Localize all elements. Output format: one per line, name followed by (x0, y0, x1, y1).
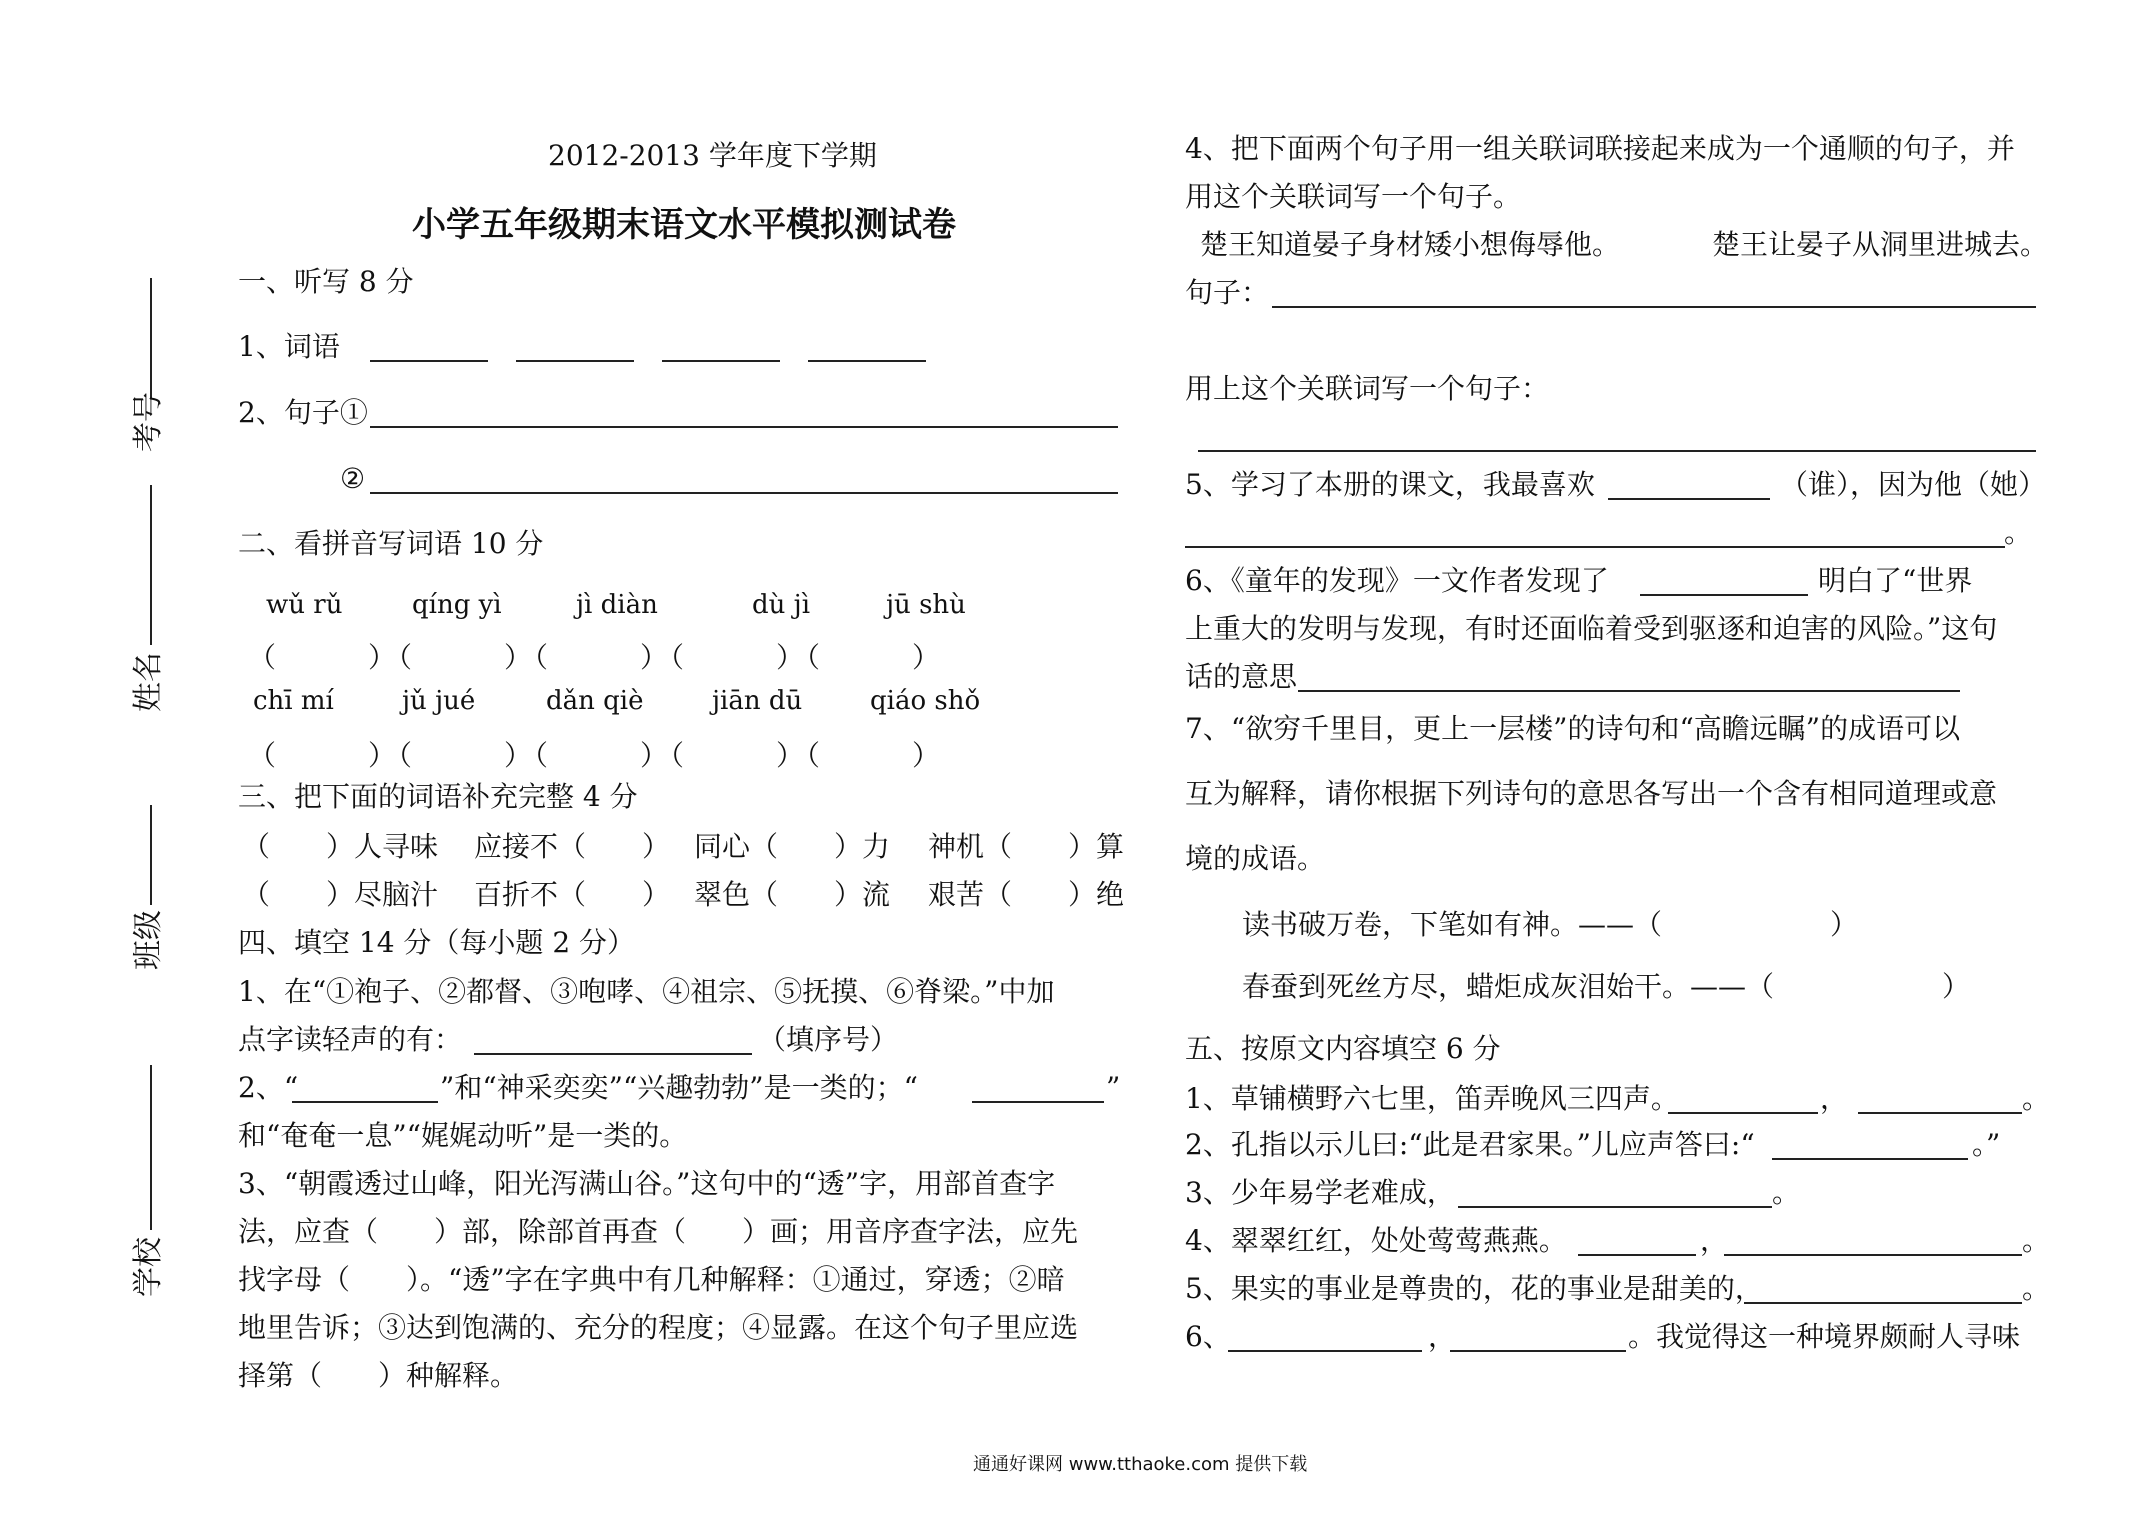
s5-q5-period: 。 (2022, 1272, 2051, 1305)
r4-use-blank[interactable] (1198, 450, 2036, 452)
r6-line1-post: 明白了“世界 (1818, 564, 1973, 597)
s5-q3: 3、少年易学老难成， (1185, 1176, 1455, 1209)
s5-q6-blank-2[interactable] (1450, 1350, 1626, 1352)
idiom-1-4[interactable]: 神机（ ）算 (928, 830, 1125, 863)
s5-q1-comma: ， (1820, 1082, 1849, 1115)
r6-line2: 上重大的发明与发现，有时还面临着受到驱逐和迫害的风险。”这句 (1185, 612, 1998, 645)
s5-q1-blank-2[interactable] (1858, 1112, 2022, 1114)
s5-q6-comma: ， (1428, 1320, 1457, 1353)
school-label: 学校 (131, 1237, 166, 1297)
s1-word-blank-4[interactable] (808, 360, 926, 362)
pinyin-1-5: jū shù (886, 590, 966, 620)
s1-sentence-label-2: ② (340, 462, 366, 495)
s4-q1-blank[interactable] (474, 1053, 752, 1055)
s4-q2-blank-1[interactable] (292, 1101, 438, 1103)
s4-q1-fill-hint: （填序号） (758, 1023, 899, 1056)
s1-word-blank-2[interactable] (516, 360, 634, 362)
r5-end: 。 (2004, 516, 2033, 549)
r6-meaning-blank[interactable] (1298, 690, 1960, 692)
r5-post: （谁），因为他（她） (1780, 468, 2047, 501)
s5-q2-end: 。” (1972, 1128, 2001, 1161)
s5-q3-blank[interactable] (1458, 1206, 1772, 1208)
r7-poem-2[interactable]: 春蚕到死丝方尽，蜡炬成灰泪始干。——（ ） (1242, 970, 1971, 1003)
exam-title: 小学五年级期末语文水平模拟测试卷 (412, 205, 956, 245)
pinyin-2-1: chī mí (253, 686, 334, 716)
s5-q2: 2、孔指以示儿曰:“此是君家果。”儿应声答曰:“ (1185, 1128, 1755, 1161)
s4-q2-blank-2[interactable] (972, 1101, 1104, 1103)
s5-q4: 4、翠翠红红，处处莺莺燕燕。 (1185, 1224, 1567, 1257)
r7-poem-1[interactable]: 读书破万卷，下笔如有神。——（ ） (1242, 908, 1859, 941)
s4-q1-line2: 点字读轻声的有： (238, 1023, 463, 1056)
r4-sentence-blank[interactable] (1272, 306, 2036, 308)
r7-line2: 互为解释，请你根据下列诗句的意思各写出一个含有相同道理或意 (1185, 777, 1998, 810)
s1-sentence-blank-1[interactable] (370, 426, 1118, 428)
s4-q2-line2: 和“奄奄一息”“娓娓动听”是一类的。 (238, 1119, 688, 1152)
s4-q2-start: 2、“ (238, 1071, 299, 1104)
s5-q1: 1、草铺横野六七里，笛弄晚风三四声。 (1185, 1082, 1679, 1115)
term-heading: 2012-2013 学年度下学期 (548, 139, 877, 172)
idiom-2-2[interactable]: 百折不（ ） (474, 878, 671, 911)
r5-reason-blank[interactable] (1185, 546, 2005, 548)
name-line (150, 485, 152, 645)
footer-credit: 通通好课网 www.tthaoke.com 提供下载 (973, 1454, 1308, 1475)
r4-line1: 4、把下面两个句子用一组关联词联接起来成为一个通顺的句子，并 (1185, 132, 2015, 165)
section-5-title: 五、按原文内容填空 6 分 (1185, 1032, 1501, 1065)
r4-sentence-a: 楚王知道晏子身材矮小想侮辱他。 (1200, 228, 1621, 261)
idiom-1-1[interactable]: （ ）人寻味 (242, 830, 439, 863)
r7-line3: 境的成语。 (1185, 842, 1326, 875)
idiom-2-4[interactable]: 艰苦（ ）绝 (928, 878, 1125, 911)
s5-q4-blank-1[interactable] (1578, 1254, 1696, 1256)
pinyin-1-3: jì diàn (576, 590, 658, 620)
class-line (150, 805, 152, 905)
s4-q3-line3: 找字母（ ）。“透”字在字典中有几种解释：①通过，穿透；②暗 (238, 1263, 1065, 1296)
r5-who-blank[interactable] (1608, 498, 1770, 500)
s5-q6-pre: 6、 (1185, 1320, 1231, 1353)
s5-q3-period: 。 (1772, 1176, 1801, 1209)
exam-no-line (150, 278, 152, 398)
r4-sentence-b: 楚王让晏子从洞里进城去。 (1712, 228, 2049, 261)
r4-line2: 用这个关联词写一个句子。 (1185, 180, 1522, 213)
section-2-title: 二、看拼音写词语 10 分 (238, 527, 544, 560)
s4-q3-line1: 3、“朝霞透过山峰，阳光泻满山谷。”这句中的“透”字，用部首查字 (238, 1167, 1056, 1200)
exam-no-label: 考号 (131, 392, 166, 452)
idiom-2-3[interactable]: 翠色（ ）流 (694, 878, 891, 911)
pinyin-answer-row-2[interactable]: （ ）（ ）（ ）（ ）（ ） (248, 739, 943, 772)
s5-q5-blank[interactable] (1744, 1302, 2022, 1304)
pinyin-2-3: dǎn qiè (546, 686, 644, 716)
r5-pre: 5、学习了本册的课文，我最喜欢 (1185, 468, 1595, 501)
pinyin-1-4: dù jì (752, 590, 811, 620)
s5-q6-post: 。我觉得这一种境界颇耐人寻味 (1628, 1320, 2021, 1353)
s5-q1-period: 。 (2022, 1082, 2051, 1115)
s4-q2-end: ” (1106, 1071, 1121, 1104)
r4-sentence-label: 句子： (1185, 276, 1270, 309)
s1-words-label: 1、词语 (238, 330, 340, 363)
s4-q3-line2: 法，应查（ ）部，除部首再查（ ）画；用音序查字法，应先 (238, 1215, 1079, 1248)
section-3-title: 三、把下面的词语补充完整 4 分 (238, 780, 638, 813)
s5-q4-blank-2[interactable] (1724, 1254, 2022, 1256)
r6-discovery-blank[interactable] (1640, 594, 1808, 596)
s4-q2-mid: ”和“神采奕奕”“兴趣勃勃”是一类的；“ (440, 1071, 918, 1104)
idiom-1-2[interactable]: 应接不（ ） (474, 830, 671, 863)
r4-use-label: 用上这个关联词写一个句子： (1185, 372, 1550, 405)
s5-q1-blank-1[interactable] (1668, 1112, 1818, 1114)
pinyin-1-1: wǔ rǔ (266, 590, 343, 620)
section-1-title: 一、听写 8 分 (238, 265, 414, 298)
s5-q6-blank-1[interactable] (1228, 1350, 1422, 1352)
s1-sentence-blank-2[interactable] (370, 492, 1118, 494)
pinyin-2-5: qiáo shǒ (870, 686, 981, 716)
r7-line1: 7、“欲穷千里目，更上一层楼”的诗句和“高瞻远瞩”的成语可以 (1185, 712, 1961, 745)
s5-q4-comma: ， (1700, 1224, 1729, 1257)
school-line (150, 1065, 152, 1230)
s4-q3-line4: 地里告诉；③达到饱满的、充分的程度；④显露。在这个句子里应选 (238, 1311, 1079, 1344)
s4-q3-line5: 择第（ ）种解释。 (238, 1359, 519, 1392)
s5-q5: 5、果实的事业是尊贵的，花的事业是甜美的， (1185, 1272, 1763, 1305)
idiom-1-3[interactable]: 同心（ ）力 (694, 830, 891, 863)
s4-q1-line1: 1、在“①袍子、②都督、③咆哮、④祖宗、⑤抚摸、⑥脊梁。”中加 (238, 975, 1055, 1008)
s1-word-blank-1[interactable] (370, 360, 488, 362)
class-label: 班级 (131, 910, 166, 970)
pinyin-1-2: qíng yì (412, 590, 502, 620)
s5-q4-period: 。 (2022, 1224, 2051, 1257)
pinyin-2-2: jǔ jué (402, 686, 476, 716)
r6-line3: 话的意思 (1185, 660, 1298, 693)
idiom-2-1[interactable]: （ ）尽脑汁 (242, 878, 439, 911)
pinyin-answer-row-1[interactable]: （ ）（ ）（ ）（ ）（ ） (248, 641, 943, 674)
name-label: 姓名 (131, 652, 166, 712)
s1-sentence-label-1: 2、句子① (238, 396, 368, 429)
r6-line1-pre: 6、《童年的发现》一文作者发现了 (1185, 564, 1609, 597)
s1-word-blank-3[interactable] (662, 360, 780, 362)
pinyin-2-4: jiān dū (712, 686, 803, 716)
section-4-title: 四、填空 14 分（每小题 2 分） (238, 926, 636, 959)
s5-q2-blank[interactable] (1772, 1158, 1968, 1160)
